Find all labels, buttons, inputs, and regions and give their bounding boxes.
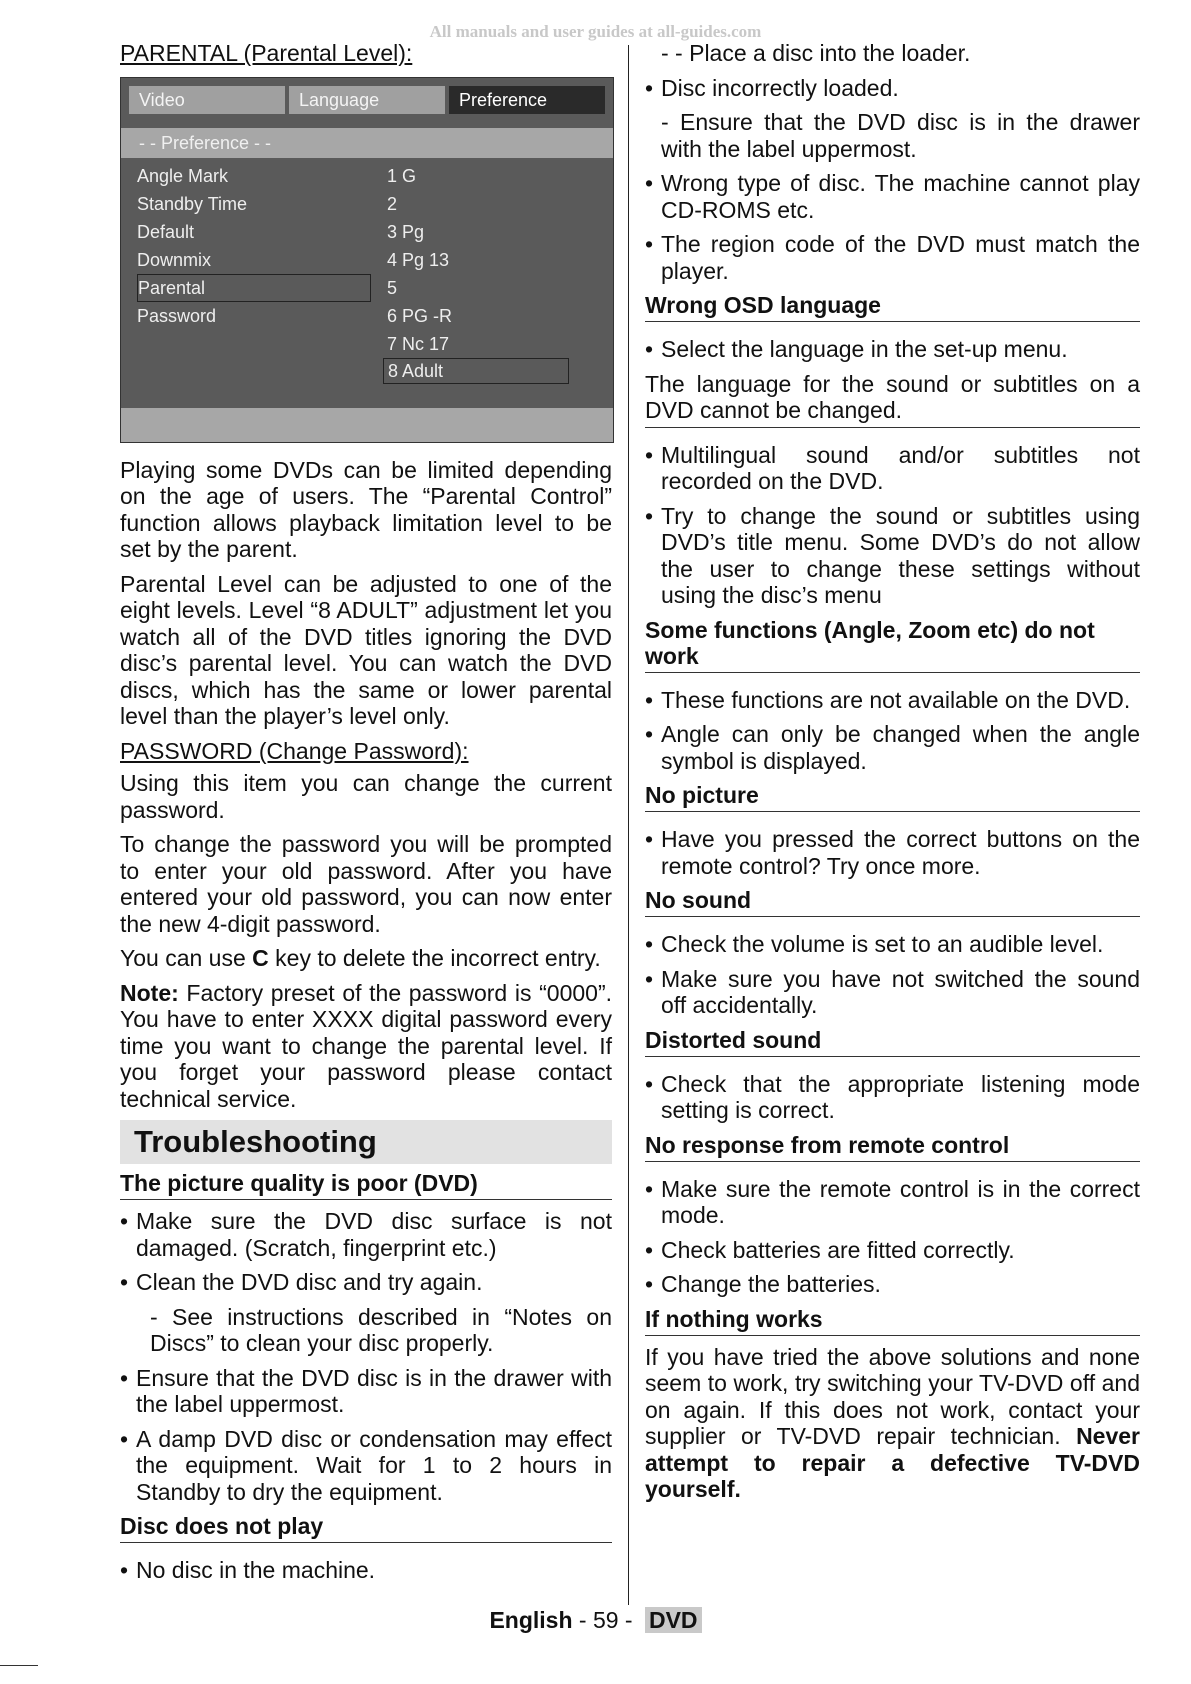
section-heading: If nothing works [645,1306,1140,1336]
osd-level-selected: 8 Adult [383,358,569,384]
note-text: Factory preset of the password is “0000”. You have to enter XXXX digital password every time you want to change the parental level. If you forget your password please contact technical service. [120,979,612,1112]
paragraph: Parental Level can be adjusted to one of the eight levels. Level “8 ADULT” adjustment let you watch all of the DVD titles ignoring the DVD disc’s parental level. You can watch the DVD discs, which has the same or lower parental level than the player’s level only. [120,570,612,729]
bullet-item: • Make sure the DVD disc surface is not damaged. (Scratch, fingerprint etc.) [120,1208,612,1261]
dash-item: - - Place a disc into the loader. [661,40,971,66]
osd-level: 4 Pg 13 [387,249,450,270]
bullet-item: • Make sure the remote control is in the correct mode. [645,1176,1140,1229]
bullet-item: • Clean the DVD disc and try again. [120,1269,612,1296]
osd-tabs [129,86,605,114]
bullet-item: • Make sure you have not switched the sound off accidentally. [645,966,1140,1019]
paragraph: To change the password you will be prompted to enter your old password. After you have entered your old password, you can now enter the new 4-digit password. [120,831,612,937]
osd-level: 2 [387,193,398,214]
note-label: Note: [120,979,179,1006]
section-heading: Some functions (Angle, Zoom etc) do not work [645,617,1140,673]
osd-level: 5 [387,277,398,298]
warning-text: Never attempt to repair a defective TV-DVD yourself. [645,1423,1140,1502]
dash-item: - See instructions described in “Notes on Discs” to clean your disc properly. [150,1303,612,1356]
parental-heading: PARENTAL (Parental Level): [120,40,413,66]
bullet-item: • Check that the appropriate listening mode setting is correct. [645,1071,1140,1124]
osd-item: Standby Time [137,193,248,214]
section-heading: Distorted sound [645,1027,1140,1057]
section-heading: Wrong OSD language [645,292,1140,322]
section-heading: Disc does not play [120,1513,612,1543]
corner-rule [0,1665,38,1666]
osd-item-list [137,162,377,330]
paragraph [645,1344,1140,1503]
column-divider [628,45,629,1605]
text: key to delete the incorrect entry. [268,945,601,971]
password-heading: PASSWORD (Change Password): [120,737,469,764]
bullet-item: • Check batteries are fitted correctly. [645,1237,1140,1264]
osd-tab-preference: Preference [449,86,605,114]
section-badge: DVD [645,1607,702,1633]
osd-tab-video: Video [129,86,285,114]
bullet-item: • Try to change the sound or subtitles using DVD’s title menu. Some DVD’s do not allow the user to change these settings without using the disc’s menu [645,503,1140,609]
bullet-item: • Ensure that the DVD disc is in the drawer with the label uppermost. [120,1365,612,1418]
section-heading: The picture quality is poor (DVD) [120,1170,612,1200]
bullet-item: • The region code of the DVD must match the player. [645,231,1140,284]
osd-item: Downmix [137,249,212,270]
bullet-item: • Have you pressed the correct buttons on the remote control? Try once more. [645,826,1140,879]
footer-language: English [489,1607,573,1633]
osd-level: 3 Pg [387,221,425,242]
dash-item: - Ensure that the DVD disc is in the drawer with the label uppermost. [661,109,1140,162]
bullet-item: • These functions are not available on the DVD. [645,687,1140,714]
left-column [120,40,612,1592]
osd-level: 1 G [387,165,417,186]
text: If you have tried the above solutions and none seem to work, try switching your TV-DVD off and on again. If this does not work, contact your supplier or TV-DVD repair technician. [645,1343,1140,1449]
bullet-item: • Angle can only be changed when the angle symbol is displayed. [645,721,1140,774]
page-footer [0,1605,1191,1635]
troubleshooting-title: Troubleshooting [120,1120,612,1164]
osd-tab-language: Language [289,86,445,114]
paragraph: Using this item you can change the current password. [120,770,612,823]
paragraph: The language for the sound or subtitles on a DVD cannot be changed. [645,371,1140,428]
osd-preference-bar: - - Preference - - [121,128,613,158]
bullet-item: • No disc in the machine. [120,1557,612,1584]
osd-bottom-bar [121,408,613,442]
osd-level: 7 Nc 17 [387,333,450,354]
bullet-item: • Check the volume is set to an audible level. [645,931,1140,958]
osd-item: Default [137,221,195,242]
paragraph: Playing some DVDs can be limited depending on the age of users. The “Parental Control” function allows playback limitation level to be set by the parent. [120,456,612,562]
osd-item: Password [137,305,217,326]
page-number: - 59 - [572,1607,639,1633]
text: You can use [120,945,253,971]
bullet-item: • Wrong type of disc. The machine cannot play CD-ROMS etc. [645,170,1140,223]
bullet-item: • A damp DVD disc or condensation may effect the equipment. Wait for 1 to 2 hours in Standby to dry the equipment. [120,1426,612,1506]
osd-menu-screenshot [120,77,614,443]
bullet-item: • Change the batteries. [645,1271,1140,1298]
osd-item: Angle Mark [137,165,229,186]
paragraph [120,945,612,972]
osd-level-list [387,162,587,384]
key-label: C [252,945,269,971]
bullet-item: • Disc incorrectly loaded. [645,75,1140,102]
section-heading: No response from remote control [645,1132,1140,1162]
section-heading: No sound [645,887,1140,917]
right-column [645,40,1140,1511]
note-paragraph [120,980,612,1113]
osd-level: 6 PG -R [387,305,453,326]
bullet-item: • Select the language in the set-up menu. [645,336,1140,363]
section-heading: No picture [645,782,1140,812]
osd-item-selected: Parental [137,274,371,302]
watermark: All manuals and user guides at all-guides.com [429,22,762,41]
bullet-item: • Multilingual sound and/or subtitles not recorded on the DVD. [645,442,1140,495]
